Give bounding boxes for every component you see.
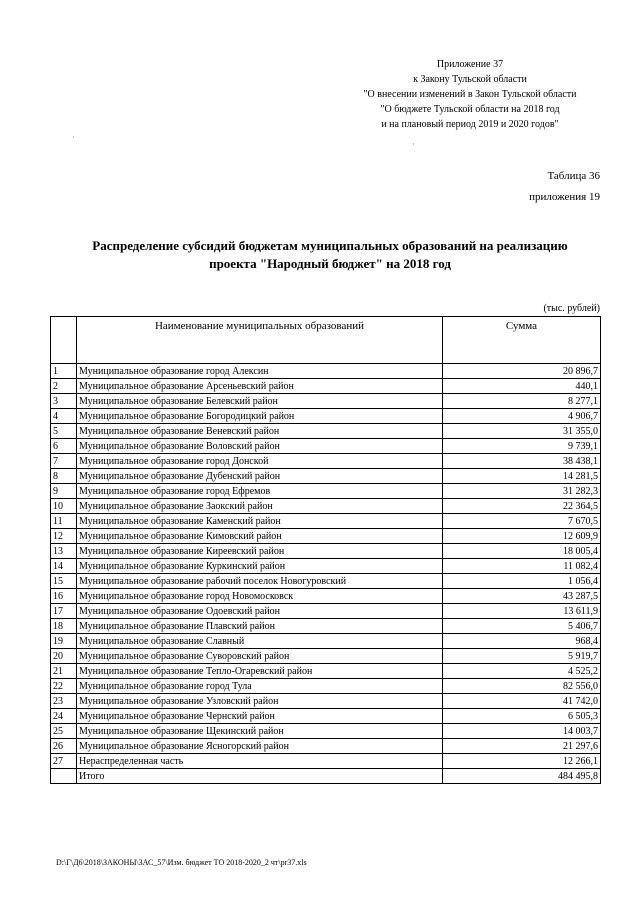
table-row <box>51 364 601 379</box>
row-number: 16 <box>51 589 77 604</box>
row-number: 26 <box>51 739 77 754</box>
row-sum: 5 919,7 <box>443 649 601 664</box>
table-row <box>51 589 601 604</box>
row-sum: 38 438,1 <box>443 454 601 469</box>
table-row <box>51 694 601 709</box>
table-row <box>51 484 601 499</box>
appendix-header <box>330 57 610 132</box>
table-row <box>51 394 601 409</box>
municipality-name: Муниципальное образование Суворовский район <box>77 649 443 664</box>
table-row <box>51 709 601 724</box>
total-row <box>51 769 601 784</box>
row-number: 5 <box>51 424 77 439</box>
municipality-name: Муниципальное образование город Донской <box>77 454 443 469</box>
row-number: 19 <box>51 634 77 649</box>
municipality-name: Муниципальное образование рабочий поселок Новогуровский <box>77 574 443 589</box>
municipality-name: Муниципальное образование Белевский район <box>77 394 443 409</box>
row-number: 14 <box>51 559 77 574</box>
title-line-1: Распределение субсидий бюджетам муниципальных образований на реализацию <box>92 238 568 253</box>
row-sum: 13 611,9 <box>443 604 601 619</box>
row-number: 6 <box>51 439 77 454</box>
header-line-5: и на плановый период 2019 и 2020 годов" <box>381 119 559 130</box>
table-row <box>51 559 601 574</box>
row-sum: 41 742,0 <box>443 694 601 709</box>
table-body <box>51 364 601 784</box>
row-sum: 9 739,1 <box>443 439 601 454</box>
row-number: 20 <box>51 649 77 664</box>
municipality-name: Муниципальное образование город Ефремов <box>77 484 443 499</box>
col-sum-header: Сумма <box>443 317 601 364</box>
document-title <box>50 237 610 273</box>
municipality-name: Муниципальное образование Богородицкий район <box>77 409 443 424</box>
scan-speck: · <box>72 133 75 142</box>
row-number: 4 <box>51 409 77 424</box>
row-sum: 14 003,7 <box>443 724 601 739</box>
municipality-name: Муниципальное образование Каменский район <box>77 514 443 529</box>
row-sum: 7 670,5 <box>443 514 601 529</box>
header-line-3: "О внесении изменений в Закон Тульской области <box>363 89 577 100</box>
municipality-name: Муниципальное образование город Новомосковск <box>77 589 443 604</box>
row-number: 27 <box>51 754 77 769</box>
table-row <box>51 499 601 514</box>
row-number: 13 <box>51 544 77 559</box>
table-row <box>51 754 601 769</box>
total-sum: 484 495,8 <box>443 769 601 784</box>
municipality-name: Муниципальное образование Тепло-Огаревский район <box>77 664 443 679</box>
row-sum: 31 355,0 <box>443 424 601 439</box>
table-row <box>51 679 601 694</box>
row-sum: 5 406,7 <box>443 619 601 634</box>
row-number: 2 <box>51 379 77 394</box>
row-number: 8 <box>51 469 77 484</box>
row-sum: 4 906,7 <box>443 409 601 424</box>
row-number: 1 <box>51 364 77 379</box>
table-row <box>51 529 601 544</box>
table-row <box>51 739 601 754</box>
header-line-1: Приложение 37 <box>436 59 504 70</box>
row-number: 17 <box>51 604 77 619</box>
row-number: 9 <box>51 484 77 499</box>
row-number: 7 <box>51 454 77 469</box>
municipality-name: Нераспределенная часть <box>77 754 443 769</box>
municipality-name: Муниципальное образование Арсеньевский район <box>77 379 443 394</box>
row-sum: 968,4 <box>443 634 601 649</box>
row-sum: 12 609,9 <box>443 529 601 544</box>
row-sum: 4 525,2 <box>443 664 601 679</box>
municipality-name: Муниципальное образование Узловский район <box>77 694 443 709</box>
row-sum: 1 056,4 <box>443 574 601 589</box>
total-label: Итого <box>77 769 443 784</box>
municipality-name: Муниципальное образование город Тула <box>77 679 443 694</box>
row-number: 18 <box>51 619 77 634</box>
table-row <box>51 604 601 619</box>
table-row <box>51 634 601 649</box>
row-number: 24 <box>51 709 77 724</box>
file-path-footer: D:\Г\Д6\2018\ЗАКОНЫ\ЗАС_57\Изм. бюджет ТО 2018-2020_2 чт\pr37.xls <box>56 858 307 867</box>
table-row <box>51 649 601 664</box>
table-row <box>51 469 601 484</box>
row-number: 3 <box>51 394 77 409</box>
municipality-name: Муниципальное образование Ясногорский район <box>77 739 443 754</box>
header-line-2: к Закону Тульской области <box>413 74 527 85</box>
municipality-name: Муниципальное образование Воловский район <box>77 439 443 454</box>
table-row <box>51 619 601 634</box>
municipality-name: Муниципальное образование Дубенский район <box>77 469 443 484</box>
table-row <box>51 409 601 424</box>
row-sum: 12 266,1 <box>443 754 601 769</box>
row-sum: 22 364,5 <box>443 499 601 514</box>
table-row <box>51 664 601 679</box>
table-row <box>51 514 601 529</box>
row-sum: 31 282,3 <box>443 484 601 499</box>
scan-speck: · <box>412 140 415 149</box>
row-number: 15 <box>51 574 77 589</box>
table-row <box>51 724 601 739</box>
table-label: Таблица 36 <box>547 170 600 182</box>
municipality-name: Муниципальное образование Чернский район <box>77 709 443 724</box>
municipality-name: Муниципальное образование Куркинский район <box>77 559 443 574</box>
municipality-name: Муниципальное образование город Алексин <box>77 364 443 379</box>
row-sum: 82 556,0 <box>443 679 601 694</box>
table-row <box>51 439 601 454</box>
table-row <box>51 454 601 469</box>
row-number: 25 <box>51 724 77 739</box>
table-row <box>51 424 601 439</box>
row-number: 21 <box>51 664 77 679</box>
municipality-name: Муниципальное образование Веневский район <box>77 424 443 439</box>
row-sum: 18 005,4 <box>443 544 601 559</box>
row-sum: 21 297,6 <box>443 739 601 754</box>
row-sum: 14 281,5 <box>443 469 601 484</box>
municipality-name: Муниципальное образование Плавский район <box>77 619 443 634</box>
title-line-2: проекта "Народный бюджет" на 2018 год <box>209 256 451 271</box>
municipality-name: Муниципальное образование Славный <box>77 634 443 649</box>
row-sum: 6 505,3 <box>443 709 601 724</box>
header-line-4: "О бюджете Тульской области на 2018 год <box>380 104 560 115</box>
table-header-row <box>51 317 601 364</box>
row-number: 10 <box>51 499 77 514</box>
row-number: 12 <box>51 529 77 544</box>
municipality-name: Муниципальное образование Щекинский район <box>77 724 443 739</box>
row-number: 22 <box>51 679 77 694</box>
municipality-name: Муниципальное образование Одоевский район <box>77 604 443 619</box>
table-row <box>51 574 601 589</box>
table-row <box>51 379 601 394</box>
municipality-name: Муниципальное образование Кимовский район <box>77 529 443 544</box>
row-sum: 440,1 <box>443 379 601 394</box>
appendix-label: приложения 19 <box>529 191 600 203</box>
row-sum: 43 287,5 <box>443 589 601 604</box>
subsidy-table <box>50 316 601 784</box>
row-sum: 20 896,7 <box>443 364 601 379</box>
col-name-header: Наименование муниципальных образований <box>77 317 443 364</box>
row-sum: 8 277,1 <box>443 394 601 409</box>
row-number: 11 <box>51 514 77 529</box>
table-row <box>51 544 601 559</box>
row-sum: 11 082,4 <box>443 559 601 574</box>
col-number-header <box>51 317 77 364</box>
row-number: 23 <box>51 694 77 709</box>
municipality-name: Муниципальное образование Заокский район <box>77 499 443 514</box>
units-label: (тыс. рублей) <box>543 303 600 314</box>
municipality-name: Муниципальное образование Киреевский район <box>77 544 443 559</box>
total-number-cell <box>51 769 77 784</box>
